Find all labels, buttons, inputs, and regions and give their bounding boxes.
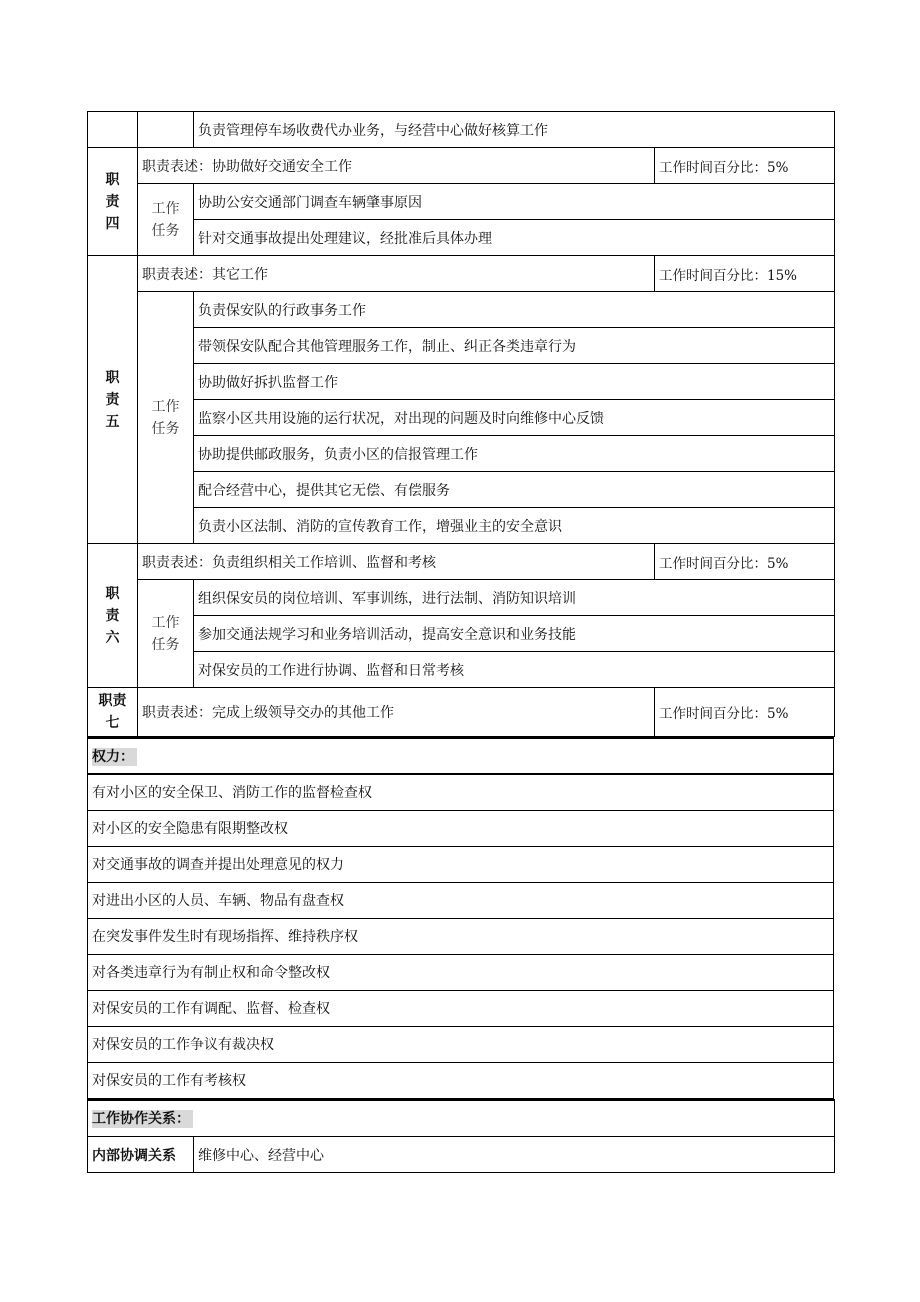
cooperation-header: 工作协作关系：: [88, 1100, 835, 1137]
task-row: [88, 436, 835, 472]
task-text: 协助做好拆扒监督工作: [194, 364, 835, 400]
duty-statement: 职责表述：负责组织相关工作培训、监督和考核: [138, 544, 655, 580]
time-percentage: 工作时间百分比：5%: [655, 688, 835, 737]
power-item: 对保安员的工作有调配、监督、检查权: [88, 990, 834, 1026]
internal-coordination-label: 内部协调关系: [88, 1137, 194, 1173]
cooperation-header-row: [88, 1100, 835, 1137]
empty-cell: [138, 112, 194, 148]
power-row: [88, 1026, 834, 1062]
duty-five-label: 职 责 五: [88, 256, 138, 544]
job-description-document: [87, 111, 834, 1173]
power-row: [88, 954, 834, 990]
duty-statement: 职责表述：协助做好交通安全工作: [138, 148, 655, 184]
internal-coordination-row: [88, 1137, 835, 1173]
task-row: [88, 364, 835, 400]
task-text: 组织保安员的岗位培训、军事训练，进行法制、消防知识培训: [194, 580, 835, 616]
power-row: [88, 846, 834, 882]
task-row: [88, 472, 835, 508]
task-row: [88, 220, 835, 256]
power-item: 对保安员的工作有考核权: [88, 1062, 834, 1098]
task-text: 参加交通法规学习和业务培训活动，提高安全意识和业务技能: [194, 616, 835, 652]
task-row: [88, 328, 835, 364]
power-item: 对进出小区的人员、车辆、物品有盘查权: [88, 882, 834, 918]
task-text: 负责保安队的行政事务工作: [194, 292, 835, 328]
duty-statement: 职责表述：其它工作: [138, 256, 655, 292]
internal-coordination-value: 维修中心、经营中心: [194, 1137, 835, 1173]
power-item: 对保安员的工作争议有裁决权: [88, 1026, 834, 1062]
powers-header: 权力：: [88, 738, 834, 774]
duty-statement: 职责表述：完成上级领导交办的其他工作: [138, 688, 655, 737]
task-label: 工作 任务: [138, 292, 194, 544]
power-item: 有对小区的安全保卫、消防工作的监督检查权: [88, 774, 834, 810]
task-text: 负责小区法制、消防的宣传教育工作，增强业主的安全意识: [194, 508, 835, 544]
power-row: [88, 1062, 834, 1098]
duty-continuation-row: [88, 112, 835, 148]
power-item: 对交通事故的调查并提出处理意见的权力: [88, 846, 834, 882]
power-row: [88, 882, 834, 918]
duties-table: [87, 111, 835, 737]
task-label: 工作 任务: [138, 580, 194, 688]
task-row: [88, 652, 835, 688]
task-text: 协助公安交通部门调查车辆肇事原因: [194, 184, 835, 220]
powers-header-row: [88, 738, 834, 774]
empty-cell: [88, 112, 138, 148]
power-item: 在突发事件发生时有现场指挥、维持秩序权: [88, 918, 834, 954]
task-text: 对保安员的工作进行协调、监督和日常考核: [194, 652, 835, 688]
time-percentage: 工作时间百分比：5%: [655, 148, 835, 184]
powers-table: [87, 737, 834, 1099]
cooperation-table: [87, 1099, 835, 1174]
duty-five-statement-row: [88, 256, 835, 292]
task-row: [88, 400, 835, 436]
task-text: 带领保安队配合其他管理服务工作，制止、纠正各类违章行为: [194, 328, 835, 364]
task-row: [88, 184, 835, 220]
task-label: 工作 任务: [138, 184, 194, 256]
task-text: 监察小区共用设施的运行状况，对出现的问题及时向维修中心反馈: [194, 400, 835, 436]
task-text: 负责管理停车场收费代办业务，与经营中心做好核算工作: [194, 112, 835, 148]
task-row: [88, 292, 835, 328]
power-item: 对小区的安全隐患有限期整改权: [88, 810, 834, 846]
task-text: 配合经营中心，提供其它无偿、有偿服务: [194, 472, 835, 508]
duty-seven-statement-row: [88, 688, 835, 737]
power-row: [88, 774, 834, 810]
power-row: [88, 990, 834, 1026]
power-row: [88, 810, 834, 846]
power-item: 对各类违章行为有制止权和命令整改权: [88, 954, 834, 990]
task-text: 协助提供邮政服务，负责小区的信报管理工作: [194, 436, 835, 472]
time-percentage: 工作时间百分比：5%: [655, 544, 835, 580]
duty-four-statement-row: [88, 148, 835, 184]
power-row: [88, 918, 834, 954]
duty-six-label: 职 责 六: [88, 544, 138, 688]
duty-four-label: 职 责 四: [88, 148, 138, 256]
task-row: [88, 616, 835, 652]
time-percentage: 工作时间百分比：15%: [655, 256, 835, 292]
task-row: [88, 508, 835, 544]
duty-seven-label: 职责 七: [88, 688, 138, 737]
task-row: [88, 580, 835, 616]
duty-six-statement-row: [88, 544, 835, 580]
task-text: 针对交通事故提出处理建议，经批准后具体办理: [194, 220, 835, 256]
